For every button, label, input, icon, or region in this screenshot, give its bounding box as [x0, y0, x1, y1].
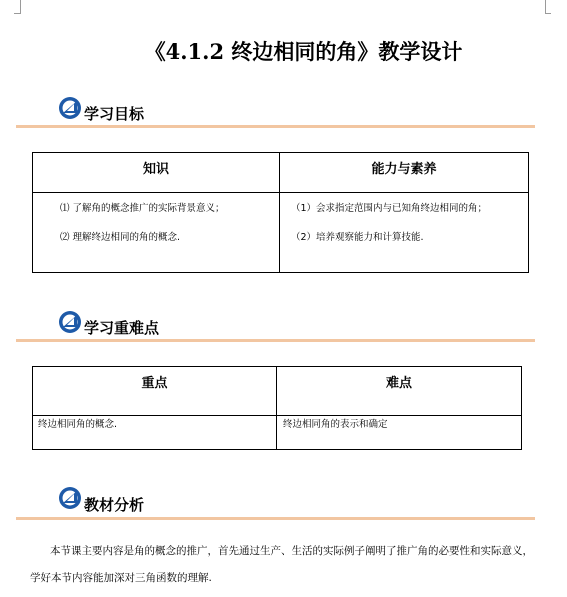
table-header-key-point: 重点: [33, 367, 277, 416]
knowledge-item-2: ⑵ 理解终边相同的角的概念.: [60, 232, 181, 243]
table-cell-difficult-point: [277, 416, 522, 450]
table-header-difficult-point: 难点: [277, 367, 522, 416]
section-title-key-difficult-points: 学习重难点: [84, 319, 160, 337]
ability-item-2: （2）培养观察能力和计算技能.: [291, 232, 424, 243]
section-divider: [16, 339, 535, 342]
difficult-point-item: 终边相同角的表示和确定: [283, 419, 388, 430]
key-point-item: 终边相同角的概念.: [38, 419, 118, 430]
section-marker-icon: [58, 96, 82, 120]
table-header-ability: 能力与素养: [280, 153, 529, 193]
section-marker-icon: [58, 310, 82, 334]
learning-goals-table: [32, 152, 529, 273]
page-corner-mark-left-v: [20, 0, 21, 14]
section-marker-icon: [58, 486, 82, 510]
table-cell-key-point: [33, 416, 277, 450]
table-cell-ability: [280, 193, 529, 273]
section-title-textbook-analysis: 教材分析: [84, 496, 145, 514]
textbook-analysis-paragraph: 本节课主要内容是角的概念的推广，首先通过生产、生活的实际例子阐明了推广角的必要性和实际意义，学好本节内容能加深对三角函数的理解.: [30, 545, 533, 584]
section-title-learning-goals: 学习目标: [84, 105, 145, 123]
document-title: 《4.1.2 终边相同的角》教学设计: [144, 39, 463, 64]
key-points-table: [32, 366, 522, 450]
ability-item-1: （1）会求指定范围内与已知角终边相同的角；: [291, 203, 488, 214]
table-cell-knowledge: [33, 193, 280, 273]
table-header-knowledge: 知识: [33, 153, 280, 193]
section-divider: [16, 517, 535, 520]
section-divider: [16, 125, 535, 128]
knowledge-item-1: ⑴ 了解角的概念推广的实际背景意义；: [60, 203, 225, 214]
page-corner-mark-right-h: [545, 13, 551, 14]
page-corner-mark-right-v: [545, 0, 546, 14]
